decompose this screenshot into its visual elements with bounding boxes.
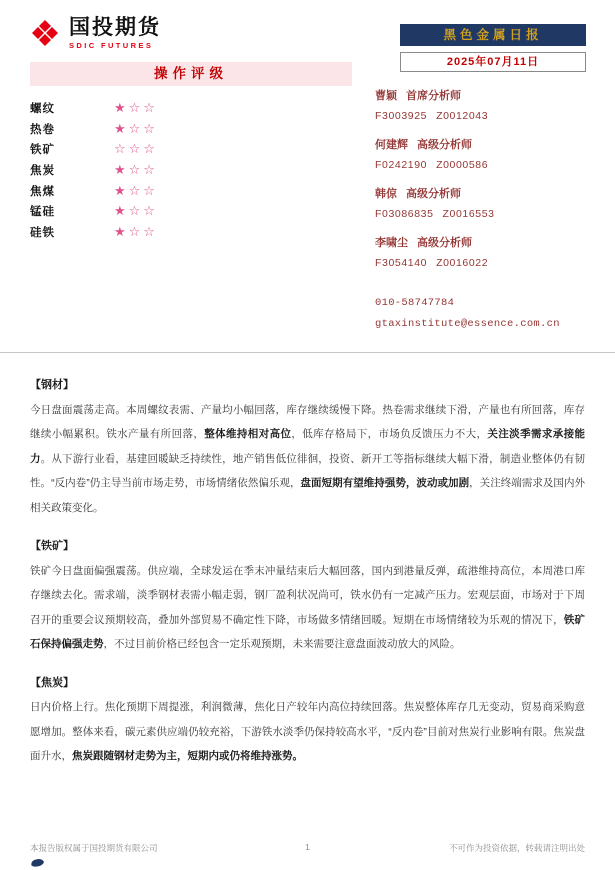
analyst-name-text: 韩倞: [375, 188, 397, 200]
commodity-name: 热卷: [30, 123, 55, 136]
rating-title: 操作评级: [30, 62, 352, 86]
analyst-panel: [375, 86, 587, 335]
commodity-name: 焦煤: [30, 185, 55, 198]
report-section: [30, 534, 585, 657]
analyst-job-title: 高级分析师: [417, 139, 472, 151]
report-section: [30, 373, 585, 520]
logo-text: [69, 16, 161, 50]
analyst-code-f: F3003925: [375, 110, 428, 122]
brand-name: 国投期货: [69, 16, 161, 39]
star-rating: ★☆☆: [114, 162, 158, 178]
analyst-name: [375, 86, 587, 106]
rating-row: [30, 98, 352, 119]
contact-phone: 010-58747784: [375, 297, 455, 309]
analyst-codes: [375, 155, 587, 175]
section-paragraph: 铁矿今日盘面偏强震荡。供应端，全球发运在季末冲量结束后大幅回落，国内到港量反弹，疏港维持高位，本周港口库存继续去化。需求端，淡季钢材表需小幅走弱，钢厂盈利状况尚可，铁水仍有一定减产压力。宏观层面，市场对于下周召开的重要会议预期较高，叠加外部贸易不确定性下降，市场做多情绪回暖。短期在市场情绪较为乐观的情况下，铁矿石保持偏强走势，不过目前价格已经包含一定乐观预期，未来需要注意盘面波动放大的风险。: [30, 564, 586, 650]
contact-email: gtaxinstitute@essence.com.cn: [375, 318, 560, 330]
analyst-list: [375, 86, 587, 273]
rating-row: [30, 180, 352, 201]
report-body: [0, 353, 615, 769]
analyst-code-z: Z0012043: [436, 110, 489, 122]
commodity-name: 锰硅: [30, 206, 55, 219]
rating-row: [30, 222, 352, 243]
rating-row: [30, 201, 352, 222]
section-title: 【焦炭】: [30, 676, 74, 689]
analyst-name: [375, 135, 587, 155]
analyst-job-title: 首席分析师: [406, 90, 461, 102]
star-rating: ★☆☆: [114, 182, 158, 198]
analyst-code-f: F03086835: [375, 208, 434, 220]
rating-row: [30, 139, 352, 160]
analyst-name: [375, 233, 587, 253]
sdic-logo-icon: [30, 18, 60, 48]
analyst-job-title: 高级分析师: [406, 188, 461, 200]
analyst-name-text: 曹颖: [375, 90, 397, 102]
page-number: 1: [305, 842, 310, 852]
analyst-name-text: 李啸尘: [375, 237, 408, 249]
page-footer: [30, 842, 585, 854]
report-section: [30, 671, 585, 769]
analyst-code-z: Z0000586: [436, 159, 489, 171]
contact-info: [375, 293, 587, 335]
analyst-codes: [375, 106, 587, 126]
analyst-code-z: Z0016022: [436, 257, 489, 269]
commodity-name: 硅铁: [30, 226, 55, 239]
report-date: 2025年07月11日: [400, 52, 586, 72]
section-paragraph: 日内价格上行。焦化预期下周提涨，利润微薄，焦化日产较年内高位持续回落。焦炭整体库存几无变动，贸易商采购意愿增加。整体来看，碳元素供应端仍较充裕，下游铁水淡季仍保持较高水平，“反内卷”目前对焦炭行业影响有限。焦炭盘面升水，焦炭跟随钢材走势为主，短期内或仍将维持涨势。: [30, 701, 585, 762]
analyst-code-z: Z0016553: [442, 208, 495, 220]
star-rating: ★☆☆: [114, 223, 158, 239]
analyst-code-f: F3054140: [375, 257, 428, 269]
analyst-codes: [375, 204, 587, 224]
star-rating: ★☆☆: [114, 203, 158, 219]
rating-table: [30, 98, 352, 242]
section-title: 【钢材】: [30, 379, 74, 391]
report-header: [0, 0, 615, 353]
analyst-name-text: 何建辉: [375, 139, 408, 151]
rating-row: [30, 160, 352, 181]
commodity-name: 焦炭: [30, 165, 55, 178]
brand-subtitle: SDIC FUTURES: [69, 41, 154, 50]
rating-row: [30, 119, 352, 140]
star-rating: ★☆☆: [114, 100, 158, 116]
analyst-code-f: F0242190: [375, 159, 428, 171]
analyst-job-title: 高级分析师: [417, 237, 472, 249]
analyst-codes: [375, 253, 587, 273]
commodity-name: 铁矿: [30, 144, 55, 157]
masthead: [400, 24, 586, 72]
company-logo: [30, 16, 161, 50]
star-rating: ★☆☆: [114, 120, 158, 136]
section-paragraph: 今日盘面震荡走高。本周螺纹表需、产量均小幅回落，库存继续缓慢下降。热卷需求继续下滑，产量也有所回落，库存继续小幅累积。铁水产量有所回落，整体维持相对高位，低库存格局下，市场负反馈压力不大，关注淡季需求承接能力。从下游行业看，基建回暖缺乏持续性，地产销售低位徘徊，投资、新开工等指标继续大幅下滑，制造业整体仍有韧性。“反内卷”仍主导当前市场走势，市场情绪依然偏乐观，盘面短期有望维持强势，波动或加剧，关注终端需求及国内外相关政策变化。: [30, 403, 586, 514]
analyst-name: [375, 184, 587, 204]
rating-panel: [30, 62, 352, 242]
commodity-name: 螺纹: [30, 103, 55, 116]
footer-stamp-icon: [30, 858, 45, 867]
footer-disclaimer: 不可作为投资依据，转载请注明出处: [448, 843, 585, 853]
section-title: 【铁矿】: [30, 540, 74, 552]
report-title: 黑色金属日报: [400, 24, 586, 46]
star-rating: ☆☆☆: [114, 141, 158, 157]
footer-copyright: 本报告版权属于国投期货有限公司: [30, 843, 158, 853]
